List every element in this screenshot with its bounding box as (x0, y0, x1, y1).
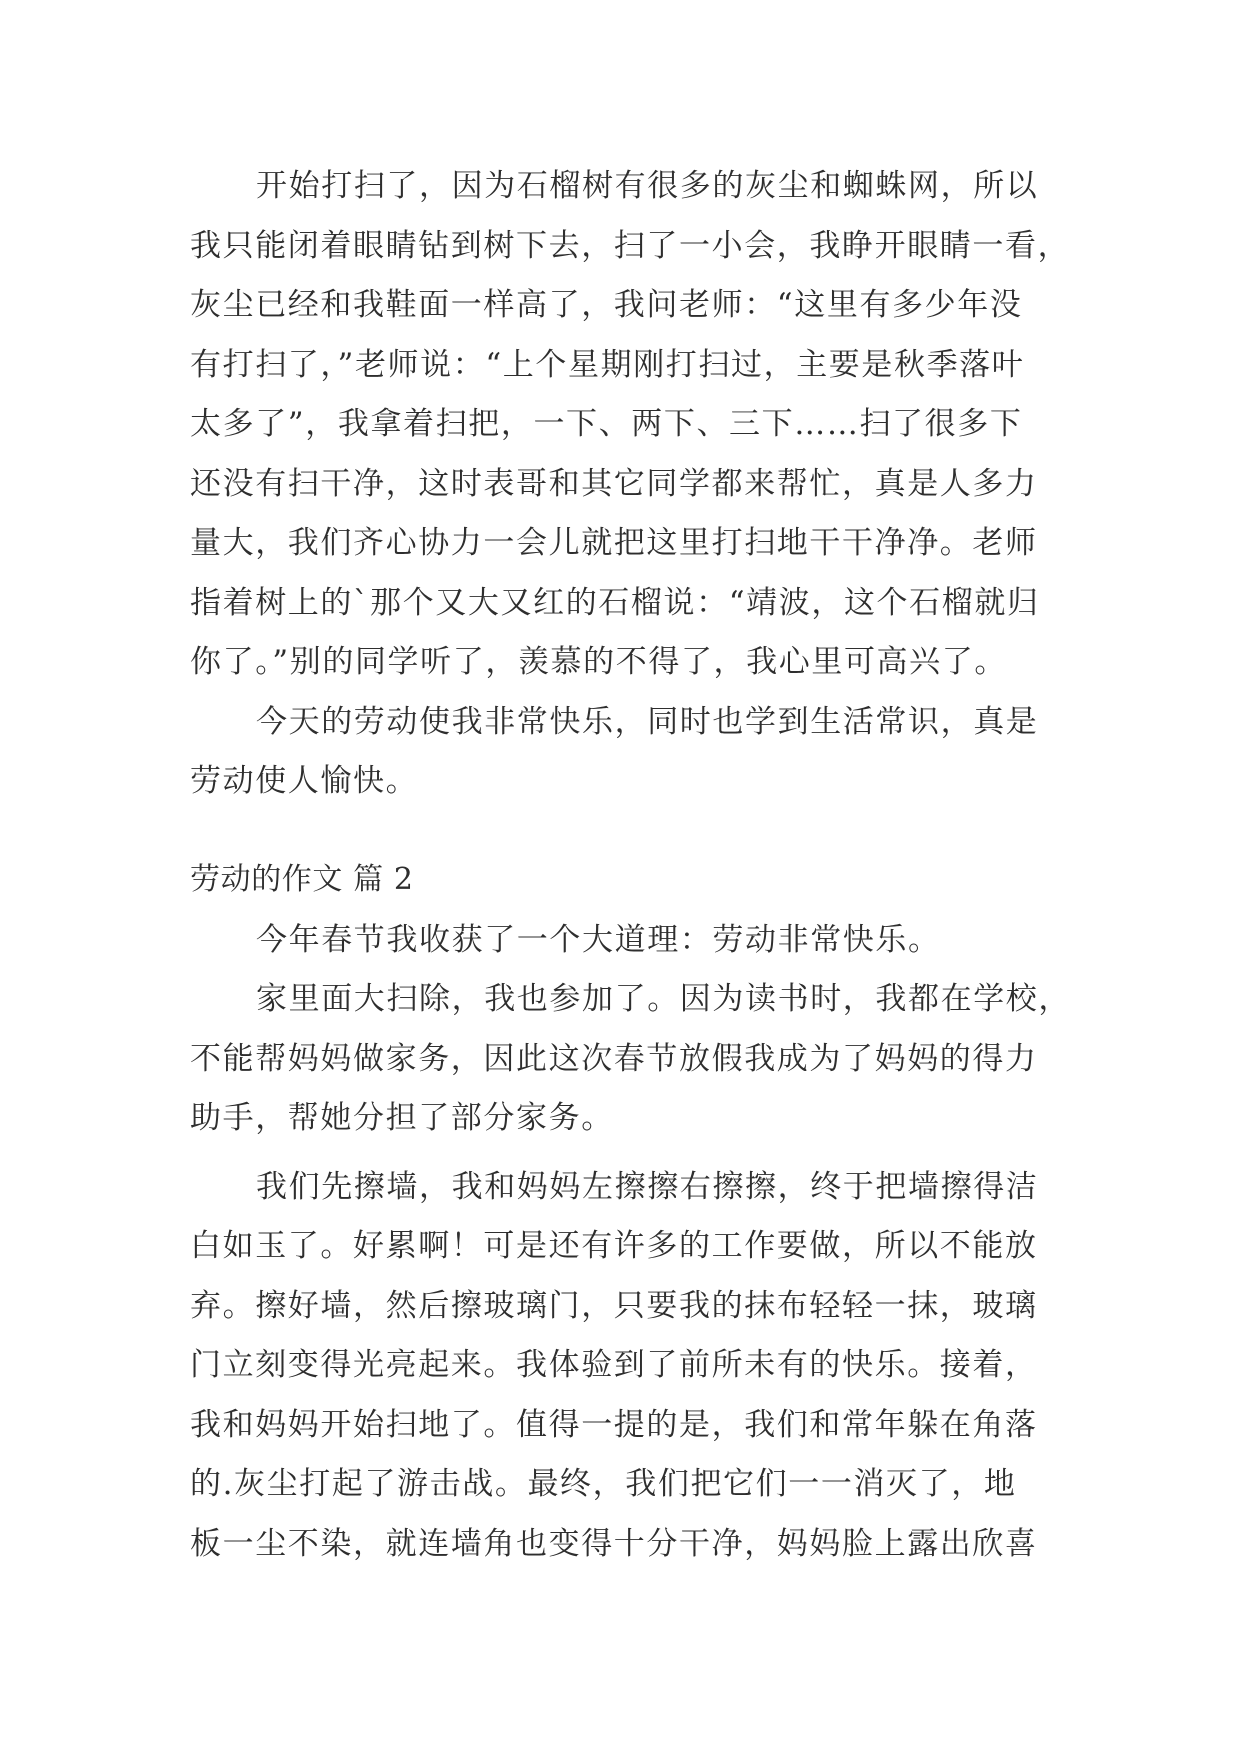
section-heading: 劳动的作文 篇 2 (190, 862, 414, 897)
paragraph-1-line-8: 指着树上的`那个又大又红的石榴说：“靖波，这个石榴就归 (190, 585, 1040, 621)
paragraph-5-line-2: 白如玉了。好累啊！可是还有许多的工作要做，所以不能放 (190, 1228, 1038, 1264)
paragraph-1-line-3: 灰尘已经和我鞋面一样高了，我问老师：“这里有多少年没 (190, 287, 1023, 323)
paragraph-4-line-3: 助手，帮她分担了部分家务。 (190, 1100, 614, 1136)
paragraph-5-line-1: 我们先擦墙，我和妈妈左擦擦右擦擦，终于把墙擦得洁 (256, 1169, 1039, 1205)
paragraph-1-line-6: 还没有扫干净，这时表哥和其它同学都来帮忙，真是人多力 (190, 466, 1038, 502)
paragraph-4-line-2: 不能帮妈妈做家务，因此这次春节放假我成为了妈妈的得力 (190, 1041, 1038, 1077)
paragraph-2-line-1: 今天的劳动使我非常快乐，同时也学到生活常识，真是 (256, 704, 1039, 740)
paragraph-1-line-5: 太多了”，我拿着扫把，一下、两下、三下……扫了很多下 (190, 406, 1023, 442)
paragraph-1-line-4: 有打扫了，”老师说：“上个星期刚打扫过，主要是秋季落叶 (190, 347, 1025, 383)
paragraph-1-line-2: 我只能闭着眼睛钻到树下去，扫了一小会，我睁开眼睛一看， (190, 228, 1071, 264)
paragraph-5-line-6: 的.灰尘打起了游击战。最终，我们把它们一一消灭了，地 (190, 1466, 1017, 1502)
paragraph-5-line-4: 门立刻变得光亮起来。我体验到了前所未有的快乐。接着， (190, 1347, 1038, 1383)
paragraph-5-line-7: 板一尘不染，就连墙角也变得十分干净，妈妈脸上露出欣喜 (190, 1526, 1038, 1562)
paragraph-1-line-9: 你了。”别的同学听了，羡慕的不得了，我心里可高兴了。 (190, 644, 1007, 680)
paragraph-4-line-1: 家里面大扫除，我也参加了。因为读书时，我都在学校， (256, 981, 1071, 1017)
paragraph-1-line-1: 开始打扫了，因为石榴树有很多的灰尘和蜘蛛网，所以 (256, 168, 1039, 204)
paragraph-3-line-1: 今年春节我收获了一个大道理：劳动非常快乐。 (256, 922, 941, 958)
paragraph-1-line-7: 量大，我们齐心协力一会儿就把这里打扫地干干净净。老师 (190, 525, 1038, 561)
paragraph-5-line-5: 我和妈妈开始扫地了。值得一提的是，我们和常年躲在角落 (190, 1407, 1038, 1443)
paragraph-2-line-2: 劳动使人愉快。 (190, 763, 419, 799)
paragraph-5-line-3: 弃。擦好墙，然后擦玻璃门，只要我的抹布轻轻一抹，玻璃 (190, 1288, 1038, 1324)
